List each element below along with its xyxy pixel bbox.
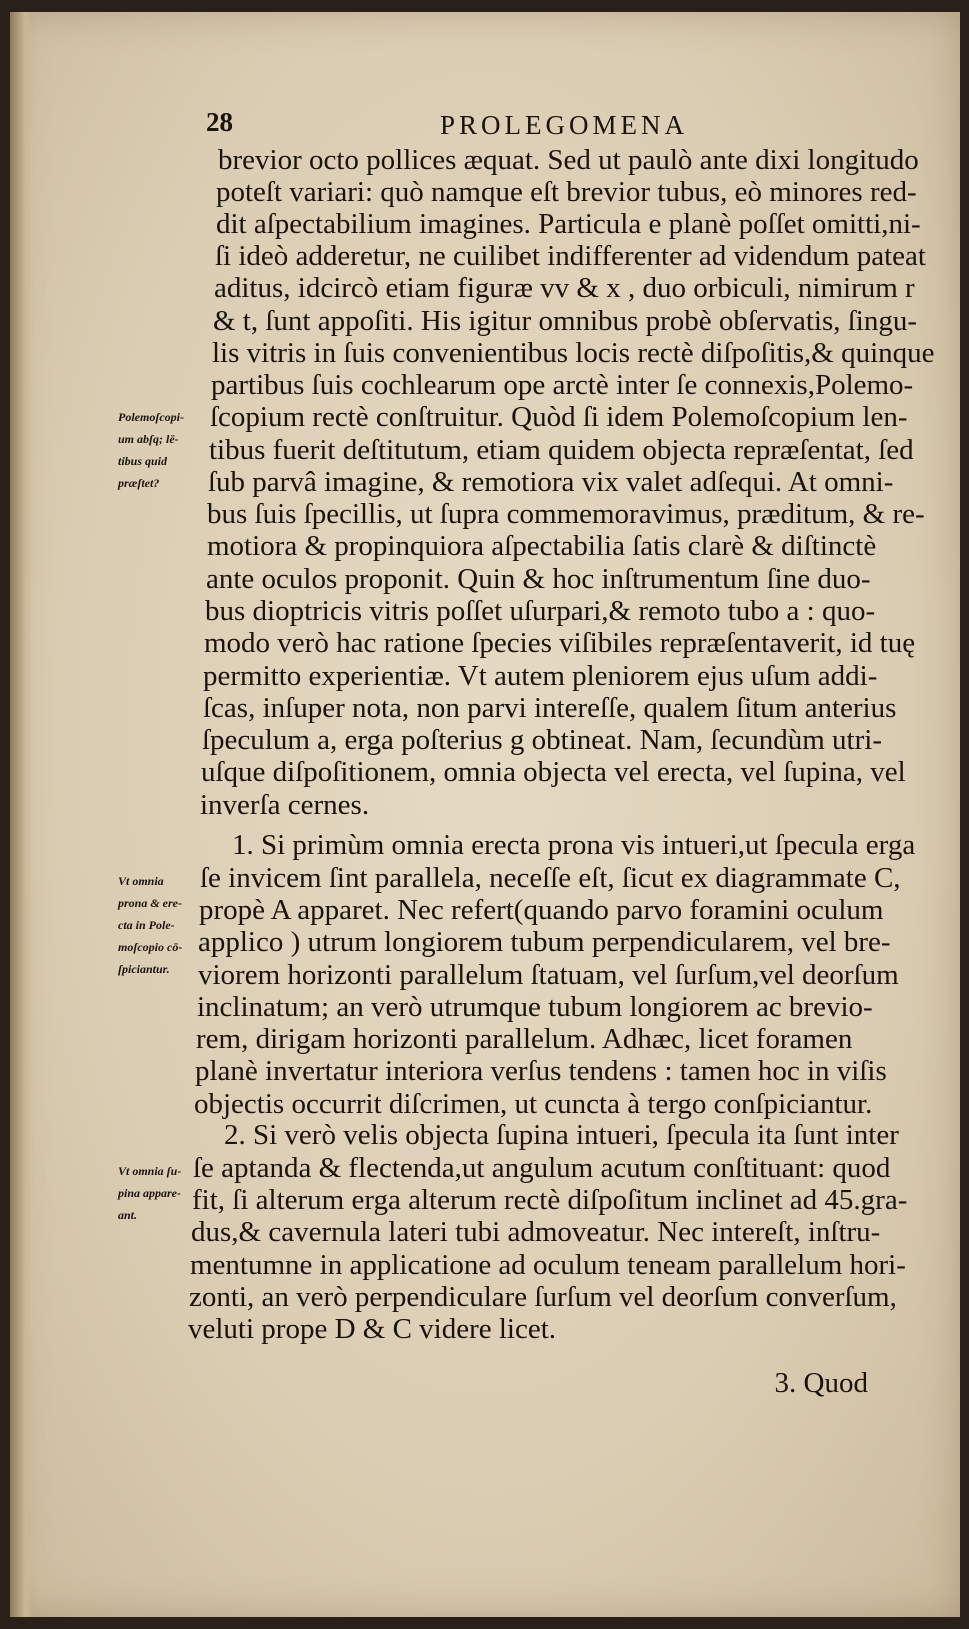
text-line: ſe aptanda & flectenda,ut angulum acutum conſtituant: quod — [193, 1152, 891, 1184]
text-line: aditus, idcircò etiam figuræ vv & x , duo orbiculi, nimirum r — [214, 272, 915, 304]
text-line: poteſt variari: quò namque eſt brevior tubus, eò minores red- — [216, 176, 917, 208]
binding-shadow — [10, 12, 32, 1617]
marginal-line: um abſq; lē- — [118, 432, 179, 446]
text-line: bus dioptricis vitris poſſet uſurpari,& remoto tubo a : quo- — [205, 595, 876, 627]
text-line: inverſa cernes. — [200, 789, 370, 821]
text-line: ſpeculum a, erga poſterius g obtineat. Nam, ſecundùm utri- — [202, 724, 882, 756]
marginal-line: Polemoſcopi- — [118, 410, 184, 424]
marginal-note — [118, 870, 200, 980]
text-line: ſi ideò adderetur, ne cuilibet indifferenter ad videndum pateat — [215, 240, 926, 272]
text-line: planè invertatur interiora verſus tendens : tamen hoc in viſis — [195, 1055, 887, 1087]
marginal-note — [118, 406, 200, 494]
marginal-line: ant. — [118, 1208, 138, 1222]
text-line: propè A apparet. Nec refert(quando parvo foramini oculum — [199, 894, 884, 926]
text-line: motiora & propinquiora aſpectabilia ſatis clarè & diſtinctè — [207, 530, 877, 562]
text-line: objectis occurrit diſcrimen, ut cuncta à tergo conſpiciantur. — [194, 1088, 873, 1120]
marginal-line: cta in Pole- — [118, 918, 175, 932]
marginal-line: præſtet? — [118, 476, 160, 490]
text-line: veluti prope D & C videre licet. — [188, 1313, 557, 1345]
text-line: applico ) utrum longiorem tubum perpendicularem, vel bre- — [198, 926, 891, 958]
text-line: rem, dirigam horizonti parallelum. Adhæc, licet foramen — [196, 1023, 853, 1055]
text-line: ſub parvâ imagine, & remotiora vix valet adſequi. At omni- — [208, 466, 894, 498]
text-line: permitto experientiæ. Vt autem pleniorem ejus uſum addi- — [203, 660, 878, 692]
marginal-note — [118, 1160, 200, 1226]
text-line: ſe invicem ſint parallela, neceſſe eſt, ſicut ex diagrammate C, — [200, 862, 901, 894]
marginal-line: pina appare- — [118, 1186, 181, 1200]
text-line: uſque diſpoſitionem, omnia objecta vel erecta, vel ſupina, vel — [201, 756, 906, 788]
running-head: PROLEGOMENA — [440, 110, 689, 140]
marginal-line: ſpiciantur. — [118, 962, 170, 976]
text-line: 1. Si primùm omnia erecta prona vis intueri,ut ſpecula erga — [232, 829, 916, 861]
text-line: ante oculos proponit. Quin & hoc inſtrumentum ſine duo- — [206, 563, 871, 595]
text-line: tibus fuerit deſtitutum, etiam quidem objecta repræſentat, ſed — [209, 434, 914, 466]
text-line: dit aſpectabilium imagines. Particula e planè poſſet omitti,ni- — [216, 208, 921, 240]
text-line: & t, ſunt appoſiti. His igitur omnibus probè obſervatis, ſingu- — [213, 305, 918, 337]
marginal-line: Vt omnia ſu- — [118, 1164, 182, 1178]
text-line: modo verò hac ratione ſpecies viſibiles repræſentaverit, id tuę — [204, 627, 916, 659]
book-page — [10, 12, 960, 1617]
marginal-line: tibus quid — [118, 454, 168, 468]
text-line: bus ſuis ſpecillis, ut ſupra commemoravimus, præditum, & re- — [207, 498, 925, 530]
text-line: brevior octo pollices æquat. Sed ut paulò ante dixi longitudo — [218, 144, 919, 176]
text-line: dus,& cavernula lateri tubi admoveatur. Nec intereſt, inſtru- — [191, 1216, 881, 1248]
text-line: inclinatum; an verò utrumque tubum longiorem ac brevio- — [197, 991, 873, 1023]
text-line: partibus ſuis cochlearum ope arctè inter ſe connexis,Polemo- — [211, 369, 914, 401]
text-line: mentumne in applicatione ad oculum teneam parallelum hori- — [190, 1249, 906, 1281]
text-line: lis vitris in ſuis convenientibus locis rectè diſpoſitis,& quinque — [212, 337, 935, 369]
marginal-line: prona & ere- — [118, 896, 182, 910]
text-line: zonti, an verò perpendiculare ſurſum vel deorſum converſum, — [189, 1281, 897, 1313]
marginal-line: moſcopio cō- — [118, 940, 183, 954]
text-line: fit, ſi alterum erga alterum rectè diſpoſitum inclinet ad 45.gra- — [192, 1184, 908, 1216]
page-number: 28 — [206, 107, 233, 137]
marginal-line: Vt omnia — [118, 874, 164, 888]
catchword: 3. Quod — [774, 1367, 868, 1399]
text-line: viorem horizonti parallelum ſtatuam, vel ſurſum,vel deorſum — [198, 959, 899, 991]
text-line: ſcopium rectè conſtruitur. Quòd ſi idem Polemoſcopium len- — [210, 401, 908, 433]
text-line: 2. Si verò velis objecta ſupina intueri, ſpecula ita ſunt inter — [224, 1119, 899, 1151]
text-line: ſcas, inſuper nota, non parvi intereſſe, qualem ſitum anterius — [203, 692, 897, 724]
